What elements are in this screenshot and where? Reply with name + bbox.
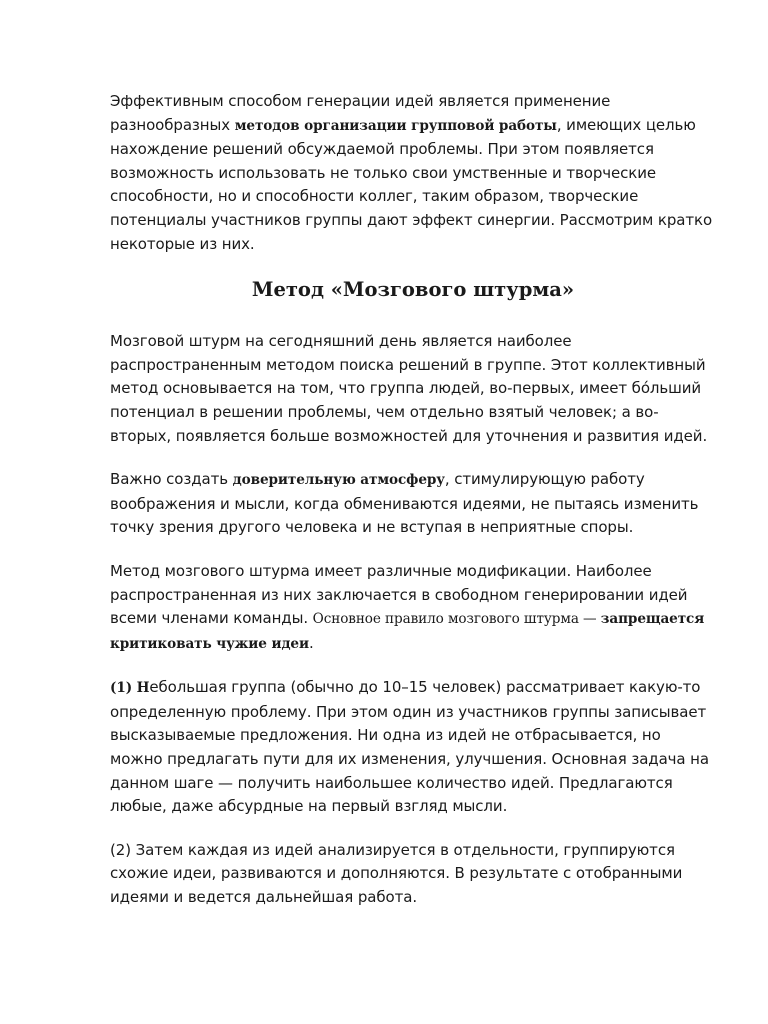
section-heading: Метод «Мозгового штурма» [251,278,575,302]
intro-text-end: , имеющих целью нахождение решений обсуждаемой проблемы. При этом появляется возможность использовать не только свои умственные и творческие способности, но и способности коллег, таким образом, творческие потенциалы участников группы дают эффект синергии. Рассмотрим кратко некоторые из них. [110,115,713,253]
step-one-marker: (1) Н [110,680,150,697]
modifications-text-end: . [308,633,314,652]
intro-text-start: Эффективным способом генерации идей является применение разнообразных [110,92,611,134]
step-one-text: ебольшая группа (обычно до 10–15 человек) рассматривает какую-то определенную проблему. При этом один из участников группы записывает высказываемые предложения. Ни одна из идей не отбрасывается, но можно предлагать пути для их изменения, улучшения. Основная задача на данном шаге — получить наибольшее количество идей. Предлагаются любые, даже абсурдные на первый взгляд мысли. [110,678,709,816]
trust-bold-phrase: доверительную атмосферу [232,472,445,489]
trust-text-start: Важно создать [110,470,233,489]
intro-bold-phrase: методов организации групповой работы [234,117,557,134]
trust-text-end: , стимулирующую работу воображения и мысли, когда обмениваются идеями, не пытаясь изменить точку зрения другого человека и не вступая в неприятные споры. [110,470,699,537]
modifications-text-start: Метод мозгового штурма имеет различные модификации. Наиболее распространенная из них заключается в свободном генерировании идей всеми членами команды. [110,561,688,628]
document-page [110,90,716,930]
main-rule-phrase: Основное правило мозгового штурма — [312,611,601,628]
step-two-paragraph: (2) Затем каждая из идей анализируется в отдельности, группируются схожие идеи, развиваются и дополняются. В результате с отобранными идеями и ведется дальнейшая работа. [110,840,683,907]
intro-paragraph [110,90,716,256]
trust-atmosphere-paragraph [110,468,716,540]
brainstorm-definition-paragraph: Мозговой штурм на сегодняшний день является наиболее распространенным методом поиска решений в группе. Этот коллективный метод основывается на том, что группа людей, во-первых, имеет бóльший потенциал в решении проблемы, чем отдельно взятый человек; а во-вторых, появляется больше возможностей для уточнения и развития идей. [110,332,708,445]
step-one-paragraph [110,676,716,819]
modifications-paragraph [110,560,716,656]
main-rule-bold-phrase: запрещается критиковать чужие идеи [110,611,705,652]
